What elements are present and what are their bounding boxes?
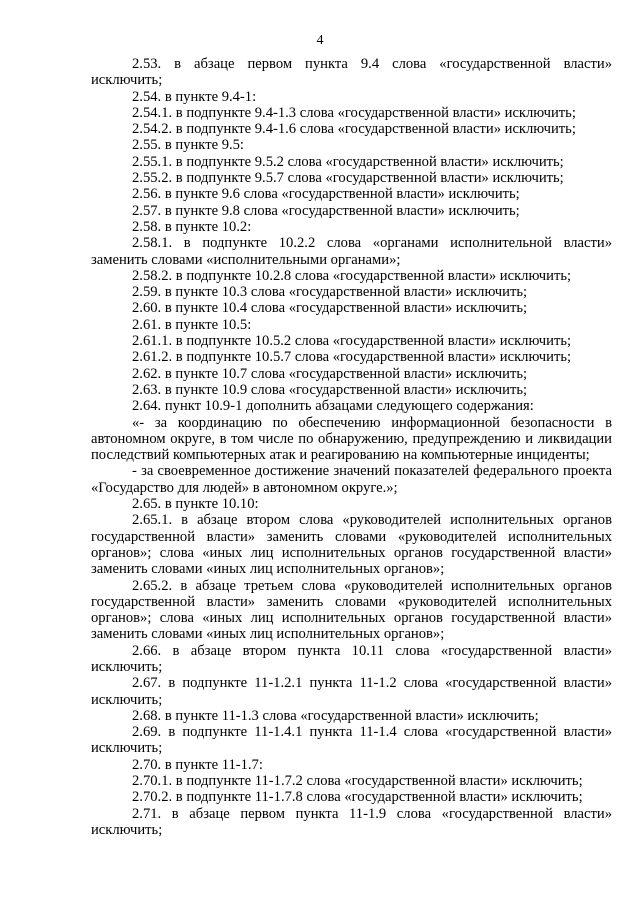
paragraph-2-64: 2.64. пункт 10.9-1 дополнить абзацами следующего содержания: — [132, 398, 534, 415]
paragraph-2-71: 2.71. в абзаце первом пункта 11-1.9 слова «государственной власти» исключить; — [91, 805, 612, 838]
paragraph-2-54-2: 2.54.2. в подпункте 9.4-1.6 слова «государственной власти» исключить; — [132, 121, 576, 138]
paragraph-2-53: 2.53. в абзаце первом пункта 9.4 слова «государственной власти» исключить; — [91, 56, 612, 89]
paragraph-2-68: 2.68. в пункте 11-1.3 слова «государственной власти» исключить; — [132, 707, 539, 724]
paragraph-2-58-2: 2.58.2. в подпункте 10.2.8 слова «государственной власти» исключить; — [132, 267, 572, 284]
paragraph-2-70-2: 2.70.2. в подпункте 11-1.7.8 слова «государственной власти» исключить; — [132, 789, 583, 806]
paragraph-2-59: 2.59. в пункте 10.3 слова «государственной власти» исключить; — [132, 284, 528, 301]
paragraph-2-69: 2.69. в подпункте 11-1.4.1 пункта 11-1.4 слова «государственной власти» исключить; — [91, 724, 612, 757]
paragraph-2-55-2: 2.55.2. в подпункте 9.5.7 слова «государственной власти» исключить; — [132, 170, 564, 187]
paragraph-2-58: 2.58. в пункте 10.2: — [132, 218, 252, 235]
paragraph-2-63: 2.63. в пункте 10.9 слова «государственной власти» исключить; — [132, 381, 528, 398]
paragraph-2-55-1: 2.55.1. в подпункте 9.5.2 слова «государственной власти» исключить; — [132, 153, 564, 170]
paragraph-2-62: 2.62. в пункте 10.7 слова «государственной власти» исключить; — [132, 365, 528, 382]
paragraph-2-54: 2.54. в пункте 9.4-1: — [132, 88, 257, 105]
paragraph-2-67: 2.67. в подпункте 11-1.2.1 пункта 11-1.2 слова «государственной власти» исключить; — [91, 675, 612, 708]
paragraph-2-61: 2.61. в пункте 10.5: — [132, 316, 252, 333]
paragraph-2-55: 2.55. в пункте 9.5: — [132, 137, 244, 154]
paragraph-2-56: 2.56. в пункте 9.6 слова «государственной власти» исключить; — [132, 186, 520, 203]
document-body — [91, 56, 612, 838]
paragraph-2-65-2: 2.65.2. в абзаце третьем слова «руководителей исполнительных органов государственной власти» заменить словами «руководителей исполнительных органов»; слова «иных лиц исполнительных органов государственной власти» заменить словами «иных лиц исполнительных органов»; — [91, 577, 612, 643]
paragraph-2-70-1: 2.70.1. в подпункте 11-1.7.2 слова «государственной власти» исключить; — [132, 773, 583, 790]
paragraph-2-65: 2.65. в пункте 10.10: — [132, 496, 259, 513]
quoted-paragraph-timely-achievement: - за своевременное достижение значений показателей федерального проекта «Государство для людей» в автономном округе.»; — [91, 463, 612, 496]
paragraph-2-66: 2.66. в абзаце втором пункта 10.11 слова «государственной власти» исключить; — [91, 642, 612, 675]
paragraph-2-65-1: 2.65.1. в абзаце втором слова «руководителей исполнительных органов государственной власти» заменить словами «руководителей исполнительных органов»; слова «иных лиц исполнительных органов государственной власти» заменить словами «иных лиц исполнительных органов»; — [91, 512, 612, 578]
paragraph-2-58-1: 2.58.1. в подпункте 10.2.2 слова «органами исполнительной власти» заменить словами «исполнительными органами»; — [91, 235, 612, 268]
paragraph-2-57: 2.57. в пункте 9.8 слова «государственной власти» исключить; — [132, 202, 520, 219]
paragraph-2-70: 2.70. в пункте 11-1.7: — [132, 756, 263, 773]
paragraph-2-61-2: 2.61.2. в подпункте 10.5.7 слова «государственной власти» исключить; — [132, 349, 572, 366]
paragraph-2-54-1: 2.54.1. в подпункте 9.4-1.3 слова «государственной власти» исключить; — [132, 104, 576, 121]
paragraph-2-60: 2.60. в пункте 10.4 слова «государственной власти» исключить; — [132, 300, 528, 317]
quoted-paragraph-coordination: «- за координацию по обеспечению информационной безопасности в автономном округе, в том числе по обнаружению, предупреждению и ликвидации последствий компьютерных атак и реагированию на компьютерные инциденты; — [91, 414, 612, 464]
page-number: 4 — [316, 33, 324, 48]
paragraph-2-61-1: 2.61.1. в подпункте 10.5.2 слова «государственной власти» исключить; — [132, 333, 572, 350]
